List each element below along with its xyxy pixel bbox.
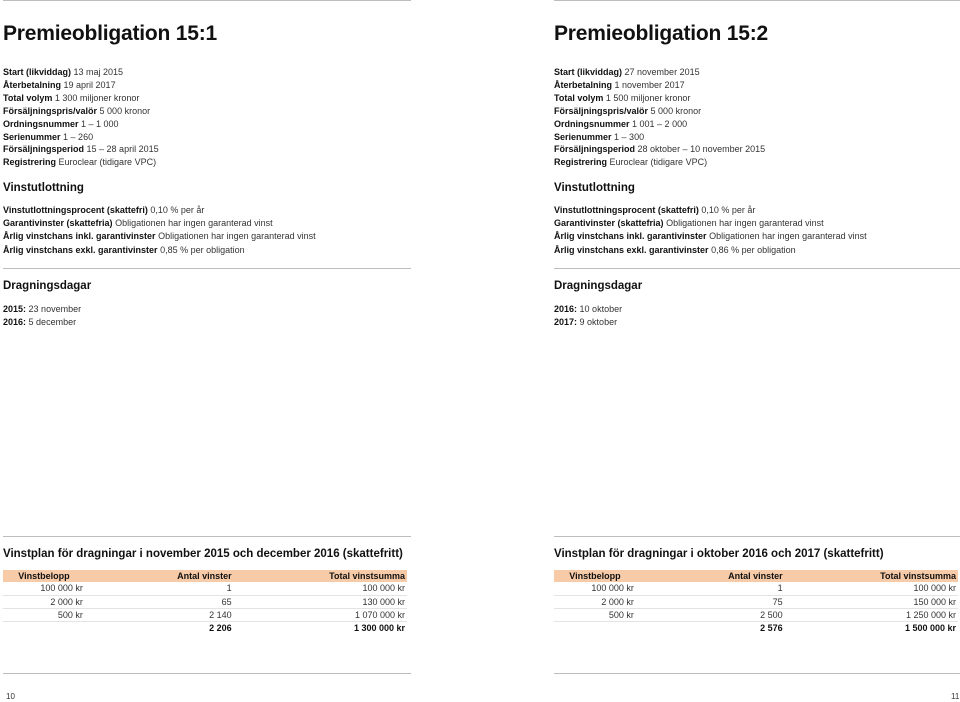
fact-value: 1 – 1 000 — [81, 118, 119, 129]
fact-row — [554, 66, 765, 79]
section-divider — [3, 536, 411, 537]
total-count: 2 206 — [209, 623, 232, 634]
page-title: Premieobligation 15:1 — [3, 22, 218, 45]
table-cell: 500 kr — [554, 608, 636, 621]
fact-row — [3, 66, 159, 79]
fact-value: 13 maj 2015 — [73, 67, 124, 77]
fact-row — [3, 156, 159, 169]
lottery-label: Årlig vinstchans exkl. garantivinster — [3, 244, 158, 255]
prize-plan-table — [554, 570, 958, 635]
lottery-label: Vinstutlottningsprocent (skattefri) — [3, 205, 148, 215]
fact-value: 1 500 miljoner kronor — [605, 92, 691, 103]
fact-label: Start (likviddag) — [554, 67, 623, 77]
draw-days-heading: Dragningsdagar — [554, 280, 643, 292]
table-cell: 500 kr — [3, 608, 85, 621]
table-row — [3, 608, 407, 621]
fact-row — [3, 131, 159, 144]
table-cell — [554, 622, 636, 635]
table-row — [554, 595, 958, 608]
draw-days — [554, 303, 622, 330]
fact-value: 1 – 300 — [614, 131, 645, 142]
top-divider — [554, 0, 960, 1]
column-header: Total vinstsumma — [234, 570, 407, 582]
lottery-value: Obligationen har ingen garanterad vinst — [666, 218, 824, 229]
total-count: 2 576 — [760, 623, 783, 634]
column-header: Vinstbelopp — [3, 570, 85, 582]
fact-value: 5 000 kronor — [99, 105, 151, 116]
fact-label: Återbetalning — [554, 79, 613, 90]
fact-label: Total volym — [554, 92, 604, 103]
table-header-row — [554, 570, 958, 582]
page-left — [3, 0, 411, 702]
lottery-facts — [554, 204, 867, 257]
footer-divider — [3, 673, 411, 674]
lottery-row — [554, 244, 867, 257]
lottery-label: Garantivinster (skattefria) — [3, 218, 113, 229]
prize-plan-title: Vinstplan för dragningar i oktober 2016 och 2017 (skattefritt) — [554, 548, 884, 560]
draw-row — [554, 303, 622, 316]
table-cell: 2 500 — [636, 608, 785, 621]
table-cell: 1 — [85, 582, 234, 595]
table-total-row — [554, 622, 958, 635]
table-cell: 150 000 kr — [785, 595, 958, 608]
table-header-row — [3, 570, 407, 582]
table-cell: 1 070 000 kr — [234, 608, 407, 621]
fact-label: Försäljningspris/valör — [3, 105, 98, 116]
table-row — [3, 595, 407, 608]
fact-label: Ordningsnummer — [3, 118, 79, 129]
column-header: Total vinstsumma — [785, 570, 958, 582]
table-cell: 2 000 kr — [554, 595, 636, 608]
prize-plan-title: Vinstplan för dragningar i november 2015 och december 2016 (skattefritt) — [3, 548, 403, 560]
column-header: Vinstbelopp — [554, 570, 636, 582]
table-cell — [3, 622, 85, 635]
draw-row — [3, 316, 81, 329]
lottery-label: Årlig vinstchans inkl. garantivinster — [3, 231, 156, 242]
draw-year: 2015: — [3, 304, 27, 314]
column-header: Antal vinster — [636, 570, 785, 582]
lottery-value: 0,10 % per år — [150, 205, 205, 215]
draw-days — [3, 303, 81, 330]
fact-row — [554, 156, 765, 169]
fact-row — [554, 143, 765, 156]
table-cell: 100 000 kr — [785, 582, 958, 595]
table-cell: 100 000 kr — [554, 582, 636, 595]
fact-label: Försäljningsperiod — [554, 144, 636, 155]
table-cell: 1 — [636, 582, 785, 595]
fact-value: 19 april 2017 — [63, 79, 116, 90]
table-cell: 100 000 kr — [3, 582, 85, 595]
bond-facts — [554, 66, 765, 169]
fact-label: Total volym — [3, 92, 53, 103]
table-cell: 65 — [85, 595, 234, 608]
fact-value: 15 – 28 april 2015 — [86, 144, 159, 155]
fact-row — [3, 105, 159, 118]
lottery-value: Obligationen har ingen garanterad vinst — [709, 231, 867, 242]
lottery-value: 0,10 % per år — [701, 205, 756, 215]
total-sum: 1 300 000 kr — [353, 623, 405, 634]
fact-value: 5 000 kronor — [650, 105, 702, 116]
fact-label: Ordningsnummer — [554, 118, 630, 129]
fact-label: Återbetalning — [3, 79, 62, 90]
fact-row — [3, 118, 159, 131]
fact-value: 1 – 260 — [63, 131, 94, 142]
lottery-row — [3, 244, 316, 257]
lottery-value: 0,85 % per obligation — [160, 244, 245, 255]
fact-label: Registrering — [3, 157, 57, 168]
draw-year: 2016: — [3, 317, 27, 328]
fact-value: 1 001 – 2 000 — [632, 118, 688, 129]
lottery-label: Årlig vinstchans inkl. garantivinster — [554, 231, 707, 242]
lottery-row — [3, 204, 316, 217]
total-sum: 1 500 000 kr — [904, 623, 956, 634]
table-cell: 75 — [636, 595, 785, 608]
fact-row — [554, 92, 765, 105]
bond-facts — [3, 66, 159, 169]
footer-divider — [554, 673, 960, 674]
section-divider — [554, 268, 960, 269]
fact-row — [554, 105, 765, 118]
draw-row — [554, 316, 622, 329]
fact-row — [554, 79, 765, 92]
fact-value: 27 november 2015 — [624, 67, 700, 77]
fact-label: Serienummer — [554, 131, 612, 142]
lottery-value: Obligationen har ingen garanterad vinst — [115, 218, 273, 229]
lottery-facts — [3, 204, 316, 257]
table-total-row — [3, 622, 407, 635]
draw-row — [3, 303, 81, 316]
lottery-label: Vinstutlottningsprocent (skattefri) — [554, 205, 699, 215]
table-row — [554, 582, 958, 595]
table-cell: 2 140 — [85, 608, 234, 621]
section-divider — [554, 536, 960, 537]
page-right — [554, 0, 960, 702]
draw-year: 2017: — [554, 317, 578, 328]
draw-date: 5 december — [28, 317, 77, 328]
fact-value: 1 300 miljoner kronor — [54, 92, 140, 103]
fact-row — [3, 92, 159, 105]
fact-value: Euroclear (tidigare VPC) — [58, 157, 157, 168]
lottery-row — [554, 230, 867, 243]
fact-label: Serienummer — [3, 131, 61, 142]
prize-plan-table — [3, 570, 407, 635]
fact-label: Start (likviddag) — [3, 67, 72, 77]
fact-row — [554, 118, 765, 131]
fact-row — [554, 131, 765, 144]
fact-label: Registrering — [554, 157, 608, 168]
table-cell: 1 250 000 kr — [785, 608, 958, 621]
fact-value: 1 november 2017 — [614, 79, 685, 90]
section-divider — [3, 268, 411, 269]
lottery-label: Garantivinster (skattefria) — [554, 218, 664, 229]
draw-date: 23 november — [28, 304, 82, 314]
fact-value: 28 oktober – 10 november 2015 — [637, 144, 766, 155]
draw-days-heading: Dragningsdagar — [3, 280, 92, 292]
lottery-row — [554, 204, 867, 217]
fact-label: Försäljningsperiod — [3, 144, 85, 155]
draw-date: 9 oktober — [579, 317, 618, 328]
lottery-heading: Vinstutlottning — [3, 182, 84, 194]
fact-label: Försäljningspris/valör — [554, 105, 649, 116]
table-cell: 100 000 kr — [234, 582, 407, 595]
lottery-row — [554, 217, 867, 230]
fact-row — [3, 79, 159, 92]
table-cell: 2 000 kr — [3, 595, 85, 608]
lottery-value: 0,86 % per obligation — [711, 244, 796, 255]
table-row — [3, 582, 407, 595]
fact-row — [3, 143, 159, 156]
draw-date: 10 oktober — [579, 304, 623, 314]
page-number: 11 — [951, 692, 960, 701]
page-number: 10 — [6, 692, 15, 701]
draw-year: 2016: — [554, 304, 578, 314]
lottery-heading: Vinstutlottning — [554, 182, 635, 194]
lottery-row — [3, 217, 316, 230]
lottery-value: Obligationen har ingen garanterad vinst — [158, 231, 316, 242]
lottery-label: Årlig vinstchans exkl. garantivinster — [554, 244, 709, 255]
table-row — [554, 608, 958, 621]
column-header: Antal vinster — [85, 570, 234, 582]
lottery-row — [3, 230, 316, 243]
table-cell: 130 000 kr — [234, 595, 407, 608]
page-title: Premieobligation 15:2 — [554, 22, 769, 45]
top-divider — [3, 0, 411, 1]
fact-value: Euroclear (tidigare VPC) — [609, 157, 708, 168]
